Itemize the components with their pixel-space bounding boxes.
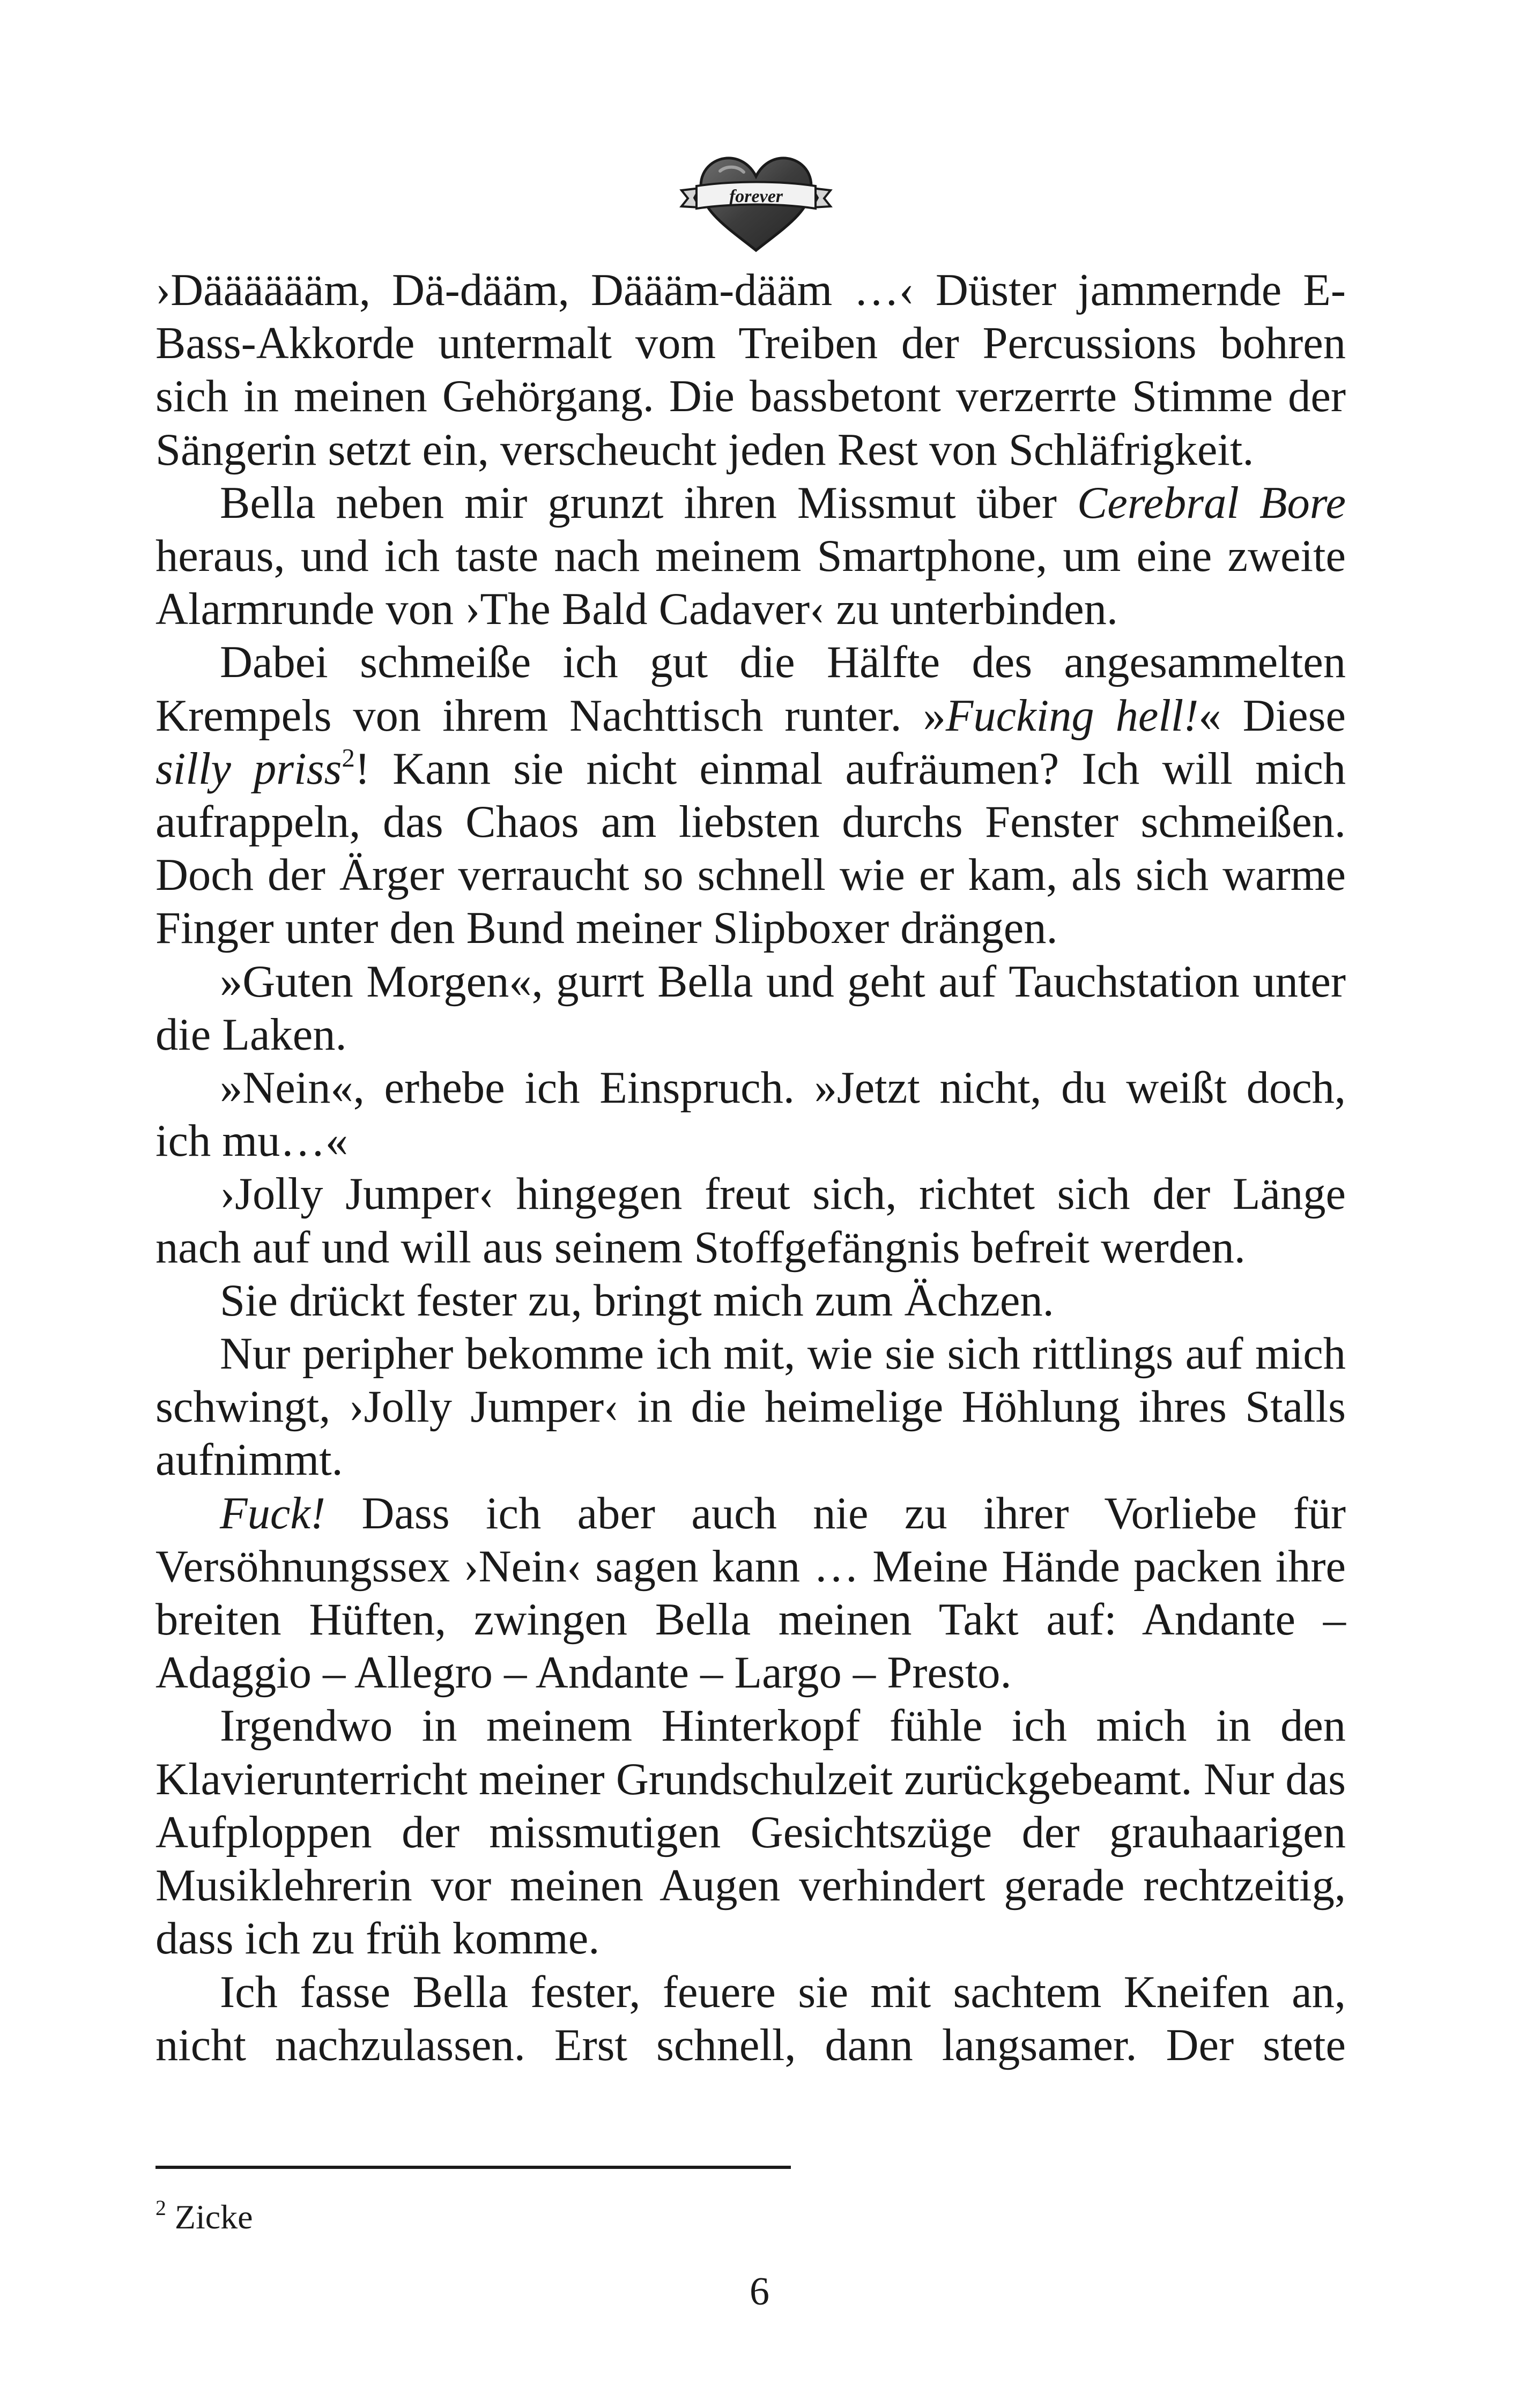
paragraph (155, 1487, 1346, 1700)
italic-run: Fucking hell! (945, 690, 1199, 741)
text-run: »Nein«, erhebe ich Einspruch. »Jetzt nicht, du weißt doch, ich mu…« (155, 1063, 1346, 1166)
text-run: Bella neben mir grunzt ihren Missmut über (220, 478, 1077, 528)
footnote-marker: 2 (155, 2196, 166, 2220)
paragraph (155, 1274, 1346, 1327)
paragraph (155, 477, 1346, 636)
heart-banner-icon (678, 153, 834, 255)
body-text (155, 264, 1346, 2072)
text-run: ›Jolly Jumper‹ hingegen freut sich, richtet sich der Länge nach auf und will aus seinem Stoffgefängnis befreit werden. (155, 1169, 1346, 1273)
paragraph (155, 1966, 1346, 2072)
text-run: Ich fasse Bella fester, feuere sie mit sachtem Kneifen an, nicht nachzulassen. Erst schnell, dann langsamer. Der stete (155, 1967, 1346, 2070)
paragraph (155, 636, 1346, 955)
paragraph (155, 264, 1346, 477)
italic-run: Fuck! (220, 1488, 326, 1539)
text-run: Dass ich aber auch nie zu ihrer Vorliebe für Versöhnungssex ›Nein‹ sagen kann … Meine Hände packen ihre breiten Hüften, zwingen Bella meinen Takt auf: Andante – Adaggio – Allegro – Andante – Largo – Presto. (155, 1488, 1346, 1698)
footnote (155, 2196, 253, 2239)
banner-text: forever (729, 187, 783, 206)
paragraph (155, 1168, 1346, 1274)
footnote-divider (155, 2166, 791, 2169)
text-run: ›Dääääääm, Dä-dääm, Däääm-dääm …‹ Düster jammernde E-Bass-Akkorde untermalt vom Treiben der Percussions bohren sich in meinen Gehörgang. Die bassbetont verzerrte Stimme der Sängerin setzt ein, verscheucht jeden Rest von Schläfrigkeit. (155, 265, 1346, 475)
paragraph (155, 1061, 1346, 1168)
italic-run: Cerebral Bore (1077, 478, 1346, 528)
footnote-text: Zicke (166, 2198, 253, 2236)
text-run: Irgendwo in meinem Hinterkopf fühle ich mich in den Klavierunterricht meiner Grundschulzeit zurückgebeamt. Nur das Aufploppen der missmutigen Gesichtszüge der grauhaarigen Musiklehrerin vor meinen Augen verhindert gerade rechtzeitig, dass ich zu früh komme. (155, 1701, 1346, 1964)
paragraph (155, 955, 1346, 1061)
text-run: Dabei schmeiße ich gut die Hälfte des angesammelten Krempels von ihrem Nachttisch runter. » (155, 637, 1346, 741)
text-run: « Diese (1198, 690, 1346, 741)
text-run: »Guten Morgen«, gurrt Bella und geht auf Tauchstation unter die Laken. (155, 956, 1346, 1060)
text-run: ! Kann sie nicht einmal aufräumen? Ich will mich aufrappeln, das Chaos am liebsten durchs Fenster schmeißen. Doch der Ärger verraucht so schnell wie er kam, als sich warme Finger unter den Bund meiner Slipboxer drängen. (155, 744, 1346, 954)
text-run: Nur peripher bekomme ich mit, wie sie sich rittlings auf mich schwingt, ›Jolly Jumper‹ in die heimelige Höhlung ihres Stalls aufnimmt. (155, 1329, 1346, 1485)
italic-run: silly priss (155, 744, 342, 794)
text-run: Sie drückt fester zu, bringt mich zum Ächzen. (220, 1275, 1054, 1326)
text-run: heraus, und ich taste nach meinem Smartphone, um eine zweite Alarmrunde von ›The Bald Cadaver‹ zu unterbinden. (155, 531, 1346, 635)
footnote-ref: 2 (342, 743, 355, 773)
paragraph (155, 1327, 1346, 1487)
paragraph (155, 1699, 1346, 1965)
page-number: 6 (750, 2270, 769, 2314)
